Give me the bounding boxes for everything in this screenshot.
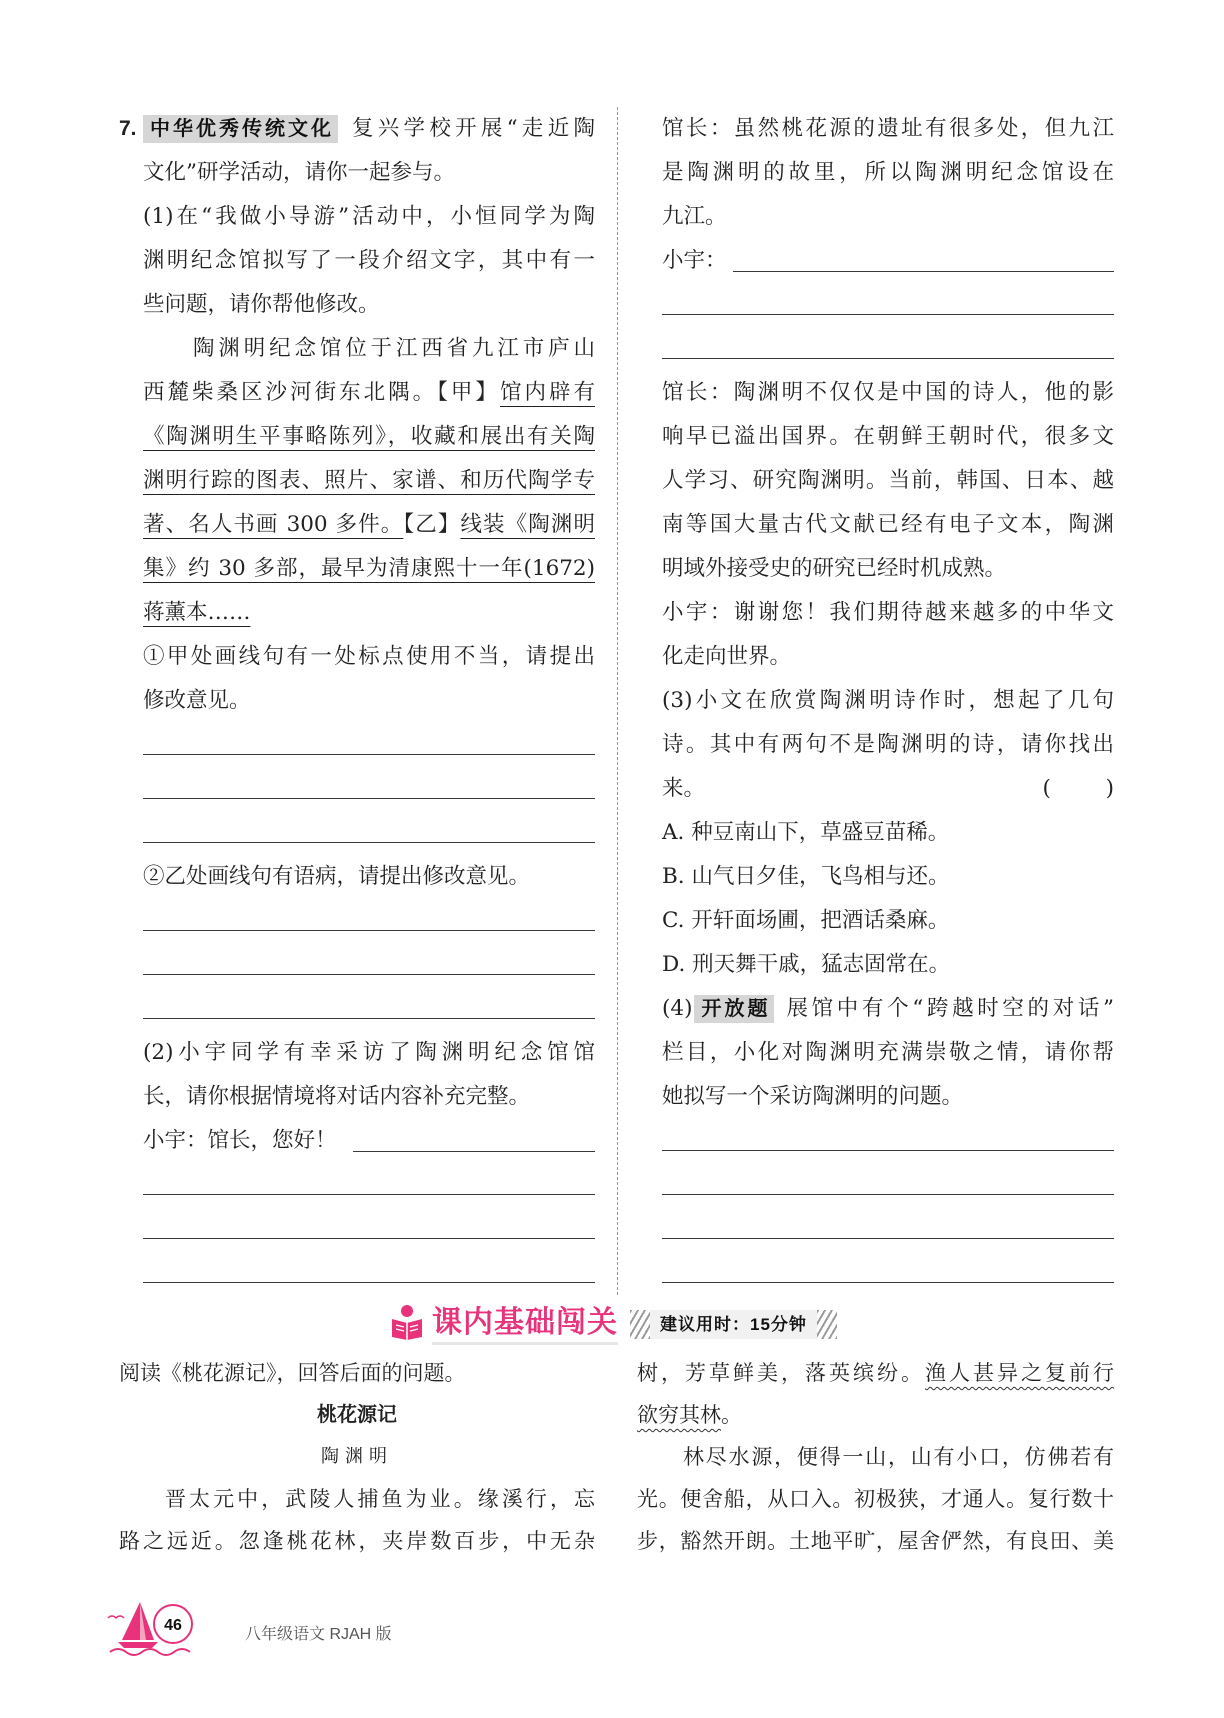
answer-line xyxy=(143,1251,595,1295)
option-d: D. 刑天舞干戚，猛志固常在。 xyxy=(662,952,951,977)
left-column xyxy=(119,107,595,1295)
answer-line xyxy=(143,1207,595,1251)
answer-line xyxy=(733,239,1114,272)
answer-line xyxy=(143,811,595,855)
passage-line xyxy=(143,371,595,415)
passage-line xyxy=(143,591,595,635)
open-question-tag: 开放题 xyxy=(694,995,774,1023)
part1-prompt-line: 些问题，请你帮他修改。 xyxy=(143,292,380,317)
underlined-sentence-yi: 集》约 30 多部，最早为清康熙十一年(1672) xyxy=(143,556,595,581)
question-7-header xyxy=(119,107,595,151)
reading-text: 树，芳草鲜美，落英缤纷。 xyxy=(637,1361,925,1385)
part4-header xyxy=(662,987,1114,1031)
section-title: 课内基础闯关 xyxy=(432,1304,618,1345)
wavy-underlined-text: 欲穷其林 xyxy=(637,1403,721,1427)
option-c: C. 开轩面场圃，把酒话桑麻。 xyxy=(662,908,950,933)
underlined-sentence-jia: 《陶渊明生平事略陈列》，收藏和展出有关陶 xyxy=(143,424,595,449)
reading-line: 路之远近。忽逢桃花林，夹岸数百步，中无杂 xyxy=(119,1529,595,1553)
reading-line: 步，豁然开朗。土地平旷，屋舍俨然，有良田、美 xyxy=(637,1529,1114,1553)
part3-prompt-line: (3)小文在欣赏陶渊明诗作时，想起了几句 xyxy=(662,688,1114,713)
reading-line xyxy=(637,1394,1114,1436)
answer-line xyxy=(143,987,595,1031)
right-column xyxy=(662,107,1114,1295)
dialog-line: 南等国大量古代文献已经有电子文本，陶渊 xyxy=(662,512,1114,537)
sailboat-icon xyxy=(106,1596,216,1662)
passage-line xyxy=(143,547,595,591)
time-hint-box xyxy=(630,1310,837,1339)
marker-yi: 【乙】 xyxy=(403,512,461,537)
reader-icon xyxy=(388,1303,426,1345)
dialog-line: 明域外接受史的研究已经时机成熟。 xyxy=(662,556,1007,581)
answer-line xyxy=(143,767,595,811)
topic-tag: 中华优秀传统文化 xyxy=(143,115,338,143)
reading-left-column xyxy=(119,1352,595,1562)
part4-prompt-line: 展馆中有个“跨越时空的对话” xyxy=(786,996,1114,1021)
option-b: B. 山气日夕佳，飞鸟相与还。 xyxy=(662,864,950,889)
question-intro: 复兴学校开展“走近陶 xyxy=(352,116,595,141)
page-number: 46 xyxy=(164,1617,182,1634)
section-header xyxy=(388,1305,837,1343)
stripe-decoration xyxy=(817,1310,837,1339)
column-divider xyxy=(617,107,618,1295)
part4-number: (4) xyxy=(662,996,693,1021)
reading-line: 林尽水源，便得一山，山有小口，仿佛若有 xyxy=(683,1445,1114,1469)
part2-prompt-line: 长，请你根据情境将对话内容补充完整。 xyxy=(143,1084,531,1109)
underlined-sentence-jia: 渊明行踪的图表、照片、家谱、和历代陶学专 xyxy=(143,468,595,493)
wavy-underlined-text: 渔人甚异之复前行 xyxy=(925,1361,1114,1385)
reading-line xyxy=(637,1352,1114,1394)
sub-question-1: ①甲处画线句有一处标点使用不当，请提出 xyxy=(143,644,595,669)
underlined-sentence-jia: 馆内辟有 xyxy=(499,380,595,405)
option-a: A. 种豆南山下，草盛豆苗稀。 xyxy=(662,820,950,845)
part1-prompt-line: 渊明纪念馆拟写了一段介绍文字，其中有一 xyxy=(143,248,595,273)
dialog-line xyxy=(662,239,1114,283)
answer-line xyxy=(662,1251,1114,1295)
reading-line: 光。便舍船，从口入。初极狭，才通人。复行数十 xyxy=(637,1487,1114,1511)
answer-line xyxy=(662,1207,1114,1251)
part1-prompt-line: (1)在“我做小导游”活动中，小恒同学为陶 xyxy=(143,204,595,229)
underlined-sentence-jia: 著、名人书画 300 多件。 xyxy=(143,512,404,537)
part4-prompt-line: 栏目，小化对陶渊明充满崇敬之情，请你帮 xyxy=(662,1040,1114,1065)
reading-line: 晋太元中，武陵人捕鱼为业。缘溪行，忘 xyxy=(165,1487,595,1511)
answer-line xyxy=(143,943,595,987)
dialog-line xyxy=(143,1119,595,1163)
underlined-sentence-yi: 线装《陶渊明 xyxy=(460,512,595,537)
underlined-sentence-yi: 蒋薰本…… xyxy=(143,600,251,625)
stripe-decoration xyxy=(630,1310,650,1339)
passage-text: 西麓柴桑区沙河街东北隅。 xyxy=(143,380,438,405)
answer-line xyxy=(662,283,1114,327)
answer-bracket: ( ) xyxy=(1042,776,1114,801)
dialog-line: 馆长：陶渊明不仅仅是中国的诗人，他的影 xyxy=(662,380,1114,405)
answer-line xyxy=(662,1119,1114,1163)
dialog-line: 化走向世界。 xyxy=(662,644,792,669)
part3-prompt-line xyxy=(662,767,1114,811)
passage-line xyxy=(143,503,595,547)
answer-line xyxy=(353,1119,595,1152)
dialog-speaker-text: 小宇： xyxy=(662,248,727,273)
passage-line xyxy=(143,415,595,459)
dialog-line: 九江。 xyxy=(662,204,727,229)
dialog-line: 人学习、研究陶渊明。当前，韩国、日本、越 xyxy=(662,468,1114,493)
reading-text: 。 xyxy=(721,1403,742,1427)
dialog-speaker-text: 小宇：馆长，您好！ xyxy=(143,1128,337,1153)
dialog-line: 响早已溢出国界。在朝鲜王朝时代，很多文 xyxy=(662,424,1114,449)
reading-instruction: 阅读《桃花源记》，回答后面的问题。 xyxy=(119,1361,466,1385)
reading-right-column xyxy=(637,1352,1114,1562)
dialog-line: 馆长：虽然桃花源的遗址有很多处，但九江 xyxy=(662,116,1114,141)
reading-title: 桃花源记 xyxy=(317,1404,397,1426)
answer-line xyxy=(662,1163,1114,1207)
part3-prompt-end: 来。 xyxy=(662,776,706,801)
answer-line xyxy=(143,723,595,767)
reading-author: 陶渊明 xyxy=(321,1446,393,1467)
question-intro-line: 文化”研学活动，请你一起参与。 xyxy=(143,160,455,185)
part4-prompt-line: 她拟写一个采访陶渊明的问题。 xyxy=(662,1084,964,1109)
answer-line xyxy=(662,327,1114,371)
question-number: 7. xyxy=(119,117,137,140)
part2-prompt-line: (2)小宇同学有幸采访了陶渊明纪念馆馆 xyxy=(143,1040,595,1065)
part3-prompt-line: 诗。其中有两句不是陶渊明的诗，请你找出 xyxy=(662,732,1114,757)
dialog-line: 是陶渊明的故里，所以陶渊明纪念馆设在 xyxy=(662,160,1114,185)
dialog-line: 小宇：谢谢您！我们期待越来越多的中华文 xyxy=(662,600,1114,625)
answer-line xyxy=(143,1163,595,1207)
sub-question-2: ②乙处画线句有语病，请提出修改意见。 xyxy=(143,864,531,889)
marker-jia: 【甲】 xyxy=(437,380,500,405)
answer-line xyxy=(143,899,595,943)
passage-line xyxy=(143,459,595,503)
passage-line: 陶渊明纪念馆位于江西省九江市庐山 xyxy=(193,336,595,361)
sub-question-1: 修改意见。 xyxy=(143,688,251,713)
time-hint: 建议用时：15分钟 xyxy=(650,1310,817,1339)
book-label: 八年级语文 RJAH 版 xyxy=(245,1626,392,1643)
